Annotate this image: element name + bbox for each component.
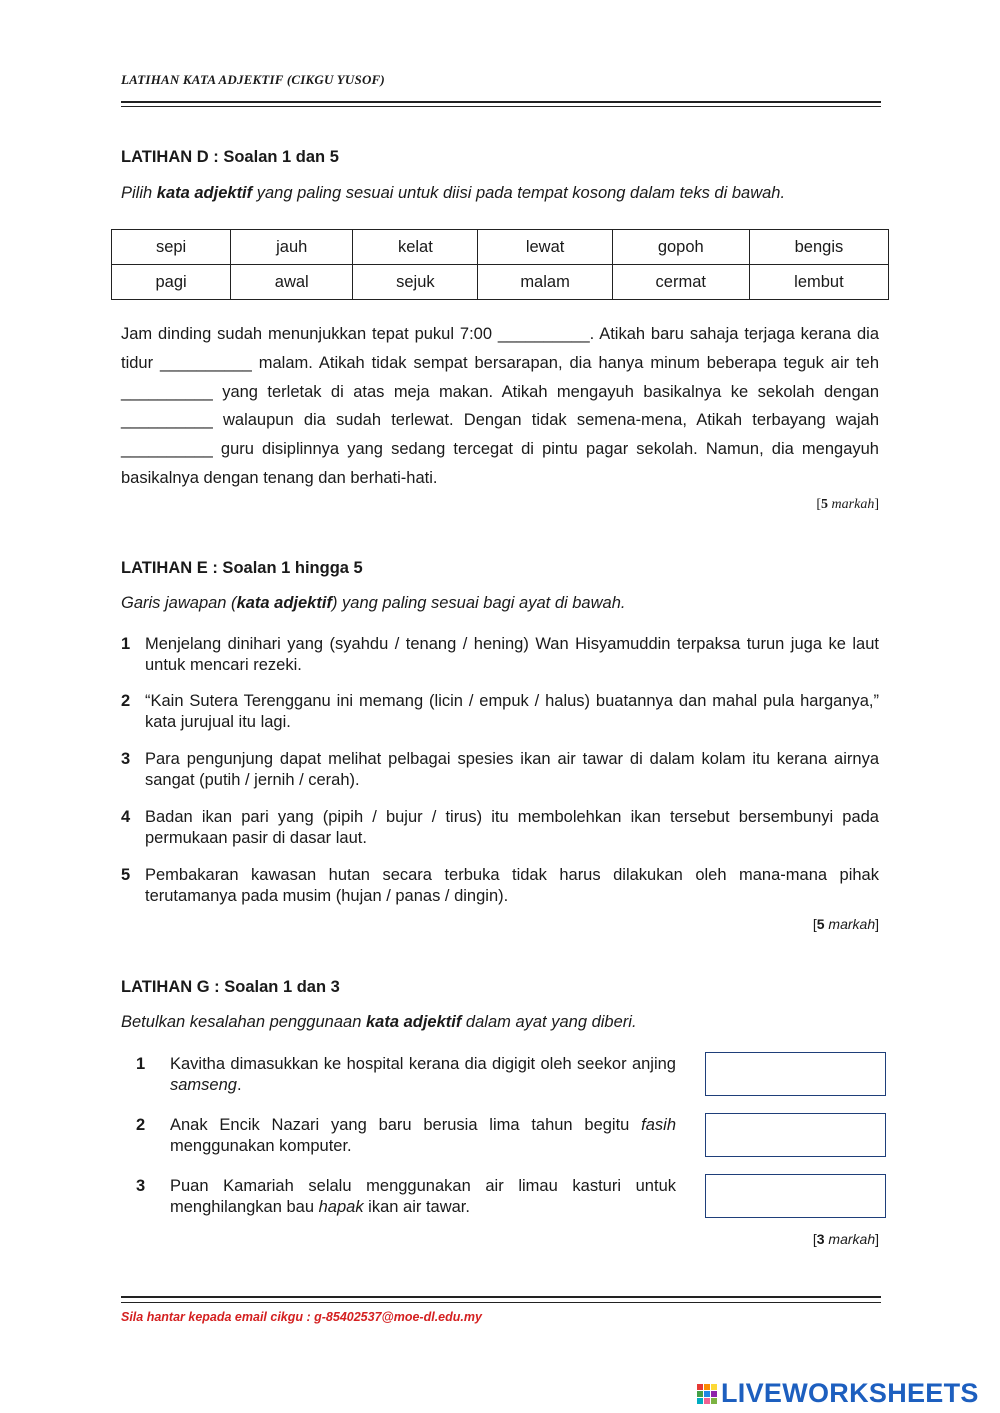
section-d-instruction: Pilih kata adjektif yang paling sesuai untuk diisi pada tempat kosong dalam teks di bawah. — [121, 184, 786, 202]
question-text[interactable]: Badan ikan pari yang (pipih / bujur / tirus) itu membolehkan ikan tersebut bersembunyi pada permukaan pasir di dasar laut. — [145, 808, 879, 847]
section-d-marks: [5 markah] — [816, 497, 879, 512]
word-cell: kelat — [353, 230, 478, 265]
header-rule-thin — [121, 106, 881, 107]
answer-input-box[interactable] — [705, 1174, 886, 1218]
header-rule-thick — [121, 101, 881, 103]
word-cell: sepi — [112, 230, 231, 265]
question-text: Puan Kamariah selalu menggunakan air limau kasturi untuk menghilangkan bau hapak ikan air tawar. — [170, 1177, 676, 1216]
section-e-instruction: Garis jawapan (kata adjektif) yang paling sesuai bagi ayat di bawah. — [121, 594, 626, 612]
word-cell: cermat — [612, 265, 749, 300]
question-number: 1 — [136, 1055, 146, 1073]
question-text[interactable]: Para pengunjung dapat melihat pelbagai spesies ikan air tawar di dalam kolam itu kerana airnya sangat (putih / jernih / cerah). — [145, 750, 879, 789]
word-cell: bengis — [749, 230, 888, 265]
section-e-marks: [5 markah] — [812, 916, 879, 932]
question-number: 3 — [121, 750, 131, 768]
word-cell: sejuk — [353, 265, 478, 300]
question-number: 1 — [121, 635, 131, 653]
section-g-instruction: Betulkan kesalahan penggunaan kata adjektif dalam ayat yang diberi. — [121, 1013, 637, 1031]
word-cell: lewat — [478, 230, 612, 265]
question-number: 5 — [121, 866, 131, 884]
word-cell: lembut — [749, 265, 888, 300]
section-g-title: LATIHAN G : Soalan 1 dan 3 — [121, 978, 340, 996]
question-item — [121, 749, 879, 791]
word-cell: malam — [478, 265, 612, 300]
question-number: 2 — [136, 1116, 146, 1134]
cloze-passage: Jam dinding sudah menunjukkan tepat pukul 7:00 __________. Atikah baru sahaja terjaga kerana dia tidur __________ malam. Atikah tidak sempat bersarapan, dia hanya minum beberapa teguk air teh __________ yang terletak di atas meja makan. Atikah mengayuh basikalnya ke sekolah dengan __________ walaupun dia sudah terlewat. Dengan tidak semena-mena, Atikah terbayang wajah __________ guru disiplinnya yang sedang tercegat di pintu pagar sekolah. Namun, dia mengayuh basikalnya dengan tenang dan berhati-hati. — [121, 325, 879, 487]
footer-email[interactable]: Sila hantar kepada email cikgu : g-85402537@moe-dl.edu.my — [121, 1310, 482, 1324]
section-g-marks: [3 markah] — [812, 1231, 879, 1247]
question-number: 3 — [136, 1177, 146, 1195]
answer-input-box[interactable] — [705, 1052, 886, 1096]
question-item — [121, 634, 879, 676]
question-text[interactable]: Pembakaran kawasan hutan secara terbuka tidak harus dilakukan oleh mana-mana pihak terutamanya pada musim (hujan / panas / dingin). — [145, 866, 879, 905]
correction-item — [121, 1115, 676, 1157]
question-item — [121, 865, 879, 907]
word-cell: gopoh — [612, 230, 749, 265]
question-item — [121, 807, 879, 849]
question-text: Kavitha dimasukkan ke hospital kerana dia digigit oleh seekor anjing samseng. — [170, 1055, 676, 1094]
question-text[interactable]: Menjelang dinihari yang (syahdu / tenang / hening) Wan Hisyamuddin terpaksa turun juga ke laut untuk mencari rezeki. — [145, 635, 879, 674]
brand-text: LIVEWORKSHEETS — [721, 1378, 979, 1408]
section-e-title: LATIHAN E : Soalan 1 hingga 5 — [121, 559, 363, 577]
word-cell: pagi — [112, 265, 231, 300]
question-number: 2 — [121, 692, 131, 710]
question-number: 4 — [121, 808, 131, 826]
correction-item — [121, 1054, 676, 1096]
liveworksheets-logo-icon — [697, 1384, 717, 1404]
word-cell: jauh — [231, 230, 353, 265]
word-bank-row — [112, 265, 889, 300]
header-title: LATIHAN KATA ADJEKTIF (CIKGU YUSOF) — [121, 72, 385, 87]
word-bank-row — [112, 230, 889, 265]
word-cell: awal — [231, 265, 353, 300]
question-item — [121, 691, 879, 733]
question-text: Anak Encik Nazari yang baru berusia lima tahun begitu fasih menggunakan komputer. — [170, 1116, 676, 1155]
word-bank-table — [111, 229, 889, 300]
footer-rule-thin — [121, 1302, 881, 1303]
liveworksheets-brand[interactable] — [697, 1378, 979, 1409]
section-d-title: LATIHAN D : Soalan 1 dan 5 — [121, 148, 339, 166]
correction-item — [121, 1176, 676, 1218]
answer-input-box[interactable] — [705, 1113, 886, 1157]
footer-rule-thick — [121, 1296, 881, 1298]
question-text[interactable]: “Kain Sutera Terengganu ini memang (licin / empuk / halus) buatannya dan mahal pula harganya,” kata jurujual itu lagi. — [145, 692, 879, 731]
